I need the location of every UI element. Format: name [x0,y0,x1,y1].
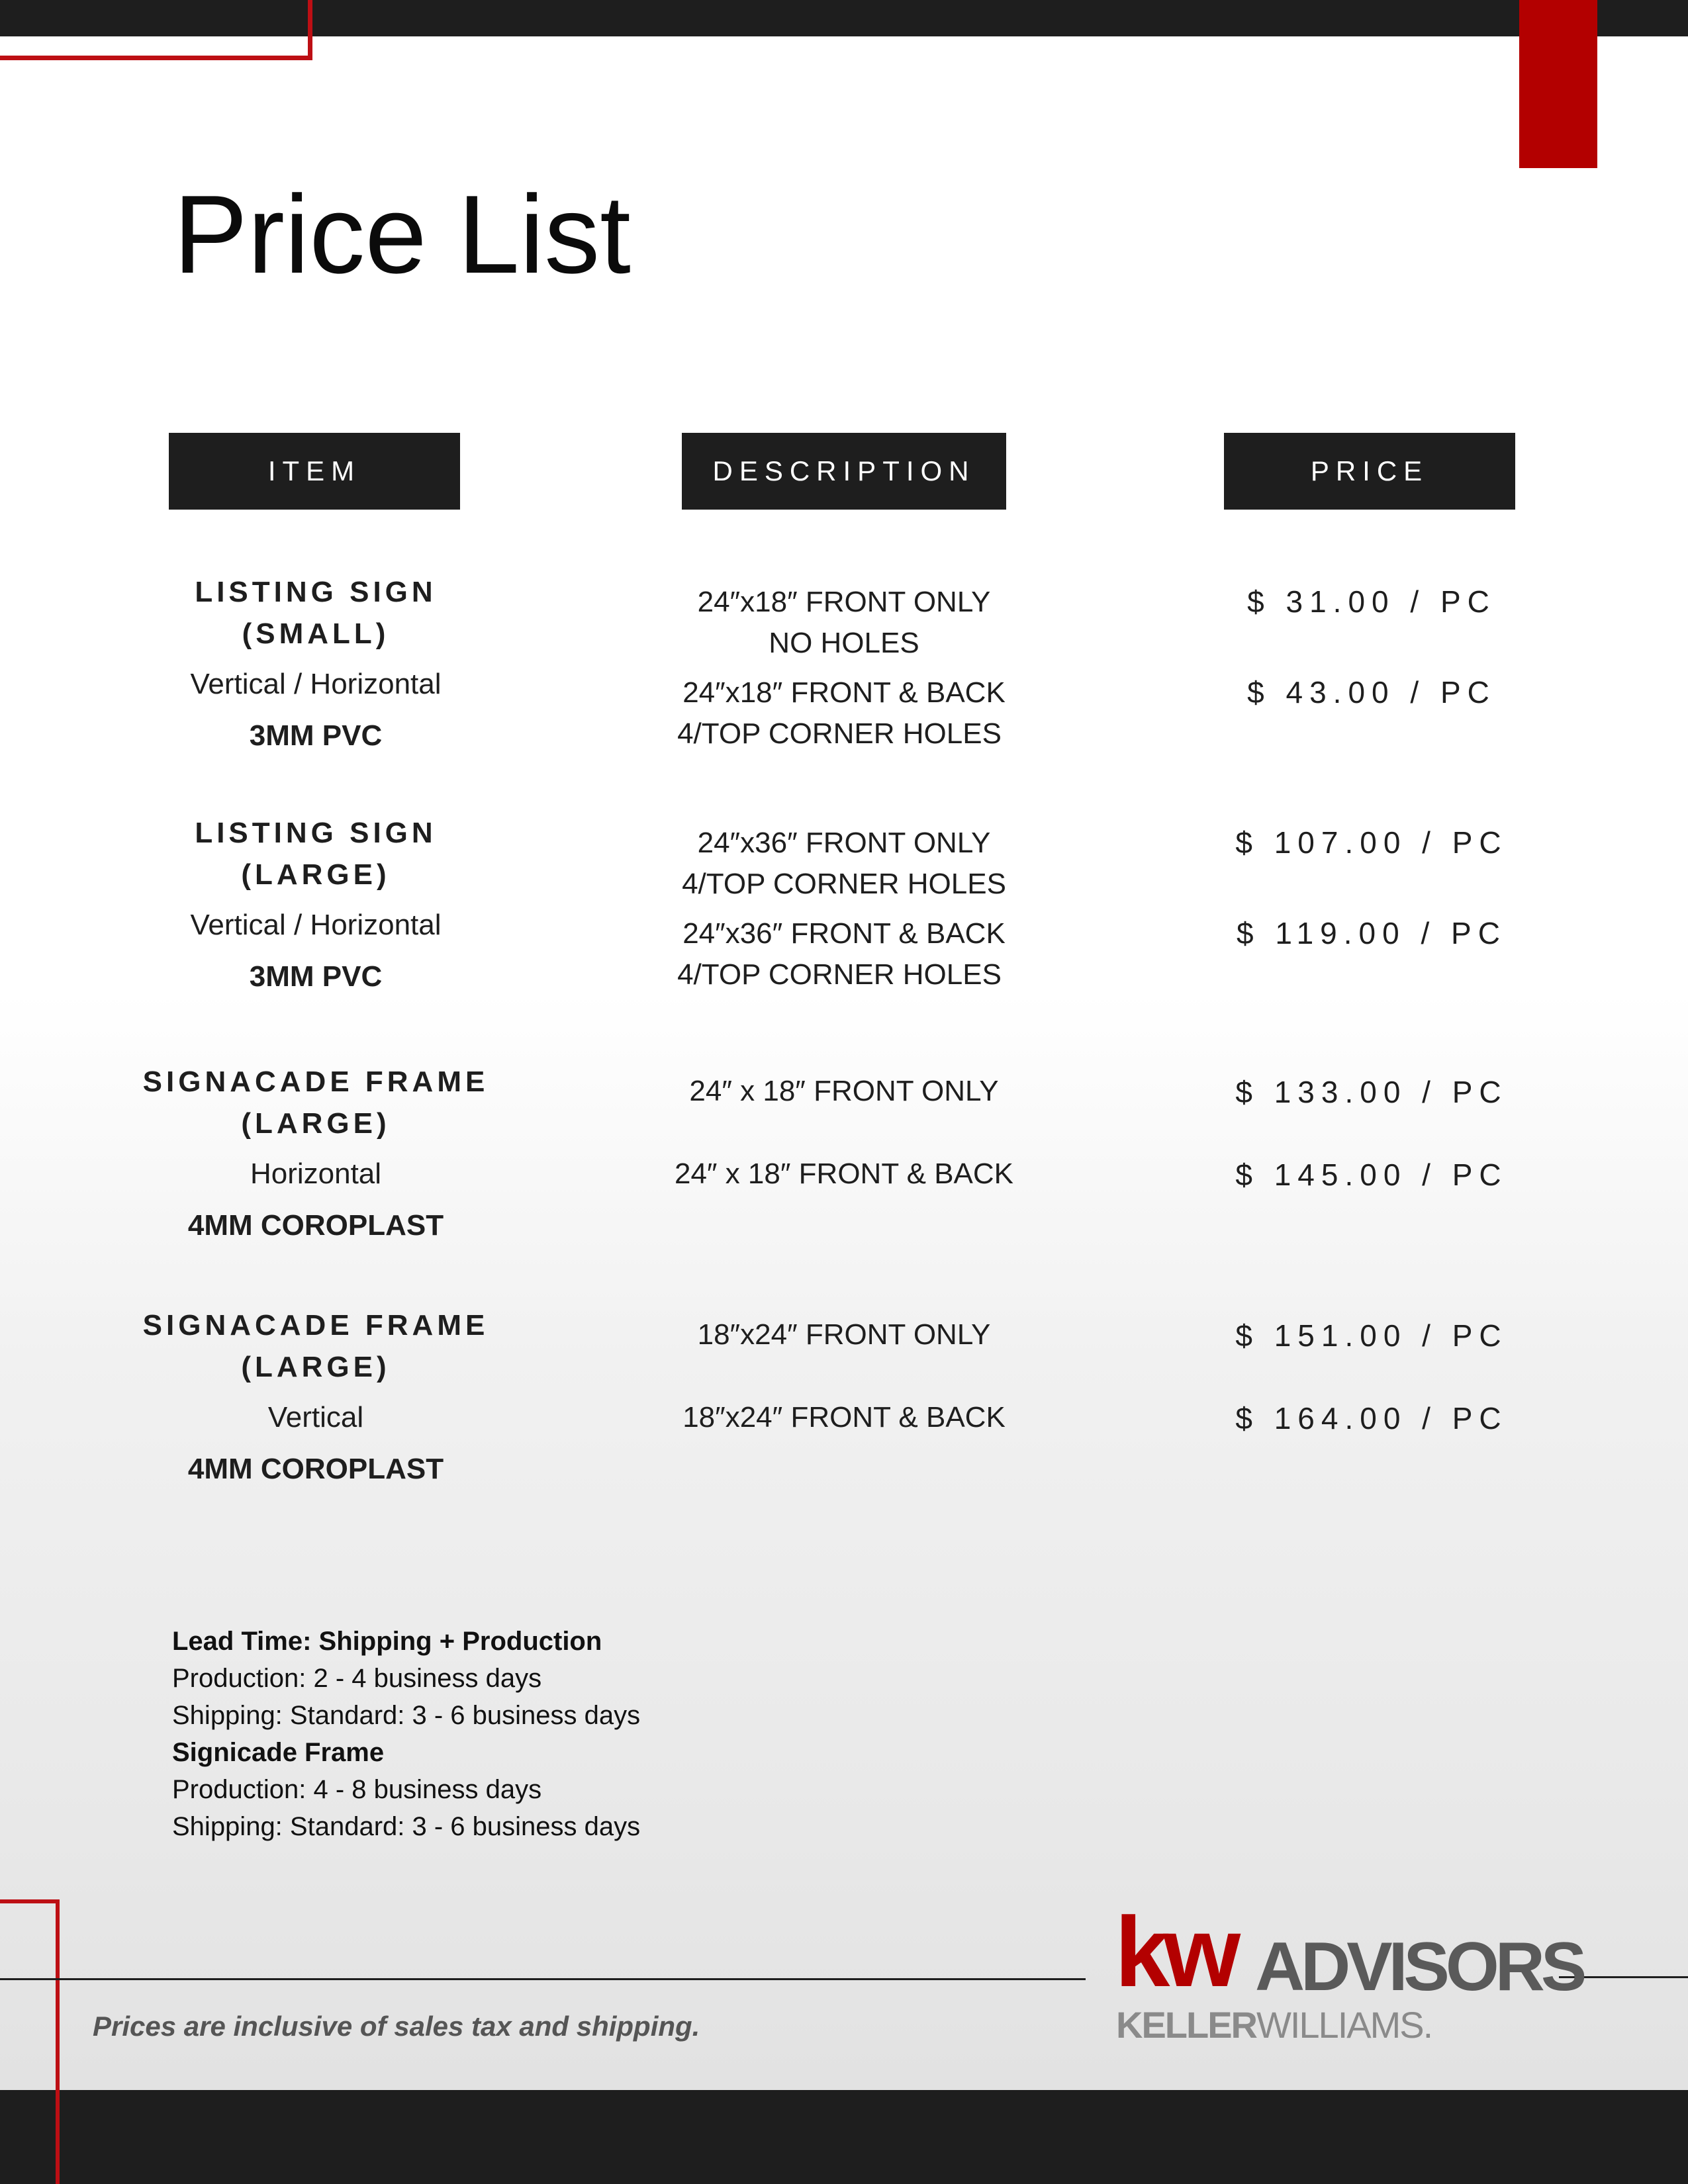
price-value: $ 31.00 / PC [1247,584,1496,619]
item-title: SIGNACADE FRAME [142,1066,489,1098]
lead-time-notes [172,1623,640,1845]
logo-advisors-text: ADVISORS [1255,1929,1583,2005]
description-line: 24″x36″ FRONT & BACK [682,917,1006,950]
top-left-red-rule [0,56,312,60]
description-line: 18″x24″ FRONT & BACK [682,1401,1006,1433]
pricing-disclaimer: Prices are inclusive of sales tax and shipping. [93,2011,700,2042]
description-line: 24″x18″ FRONT & BACK [682,676,1006,709]
description-line: 4/TOP CORNER HOLES [677,717,1002,750]
column-header-description: DESCRIPTION [682,433,1006,510]
item-material: 4MM COROPLAST [187,1209,444,1242]
item-title: SIGNACADE FRAME [142,1309,489,1342]
lead-time-shipping: Shipping: Standard: 3 - 6 business days [172,1701,641,1730]
bottom-left-red-rule [0,1899,60,1903]
price-value: $ 151.00 / PC [1235,1318,1508,1353]
logo-keller-williams-text [1116,2004,1432,2046]
price-value: $ 145.00 / PC [1235,1158,1508,1192]
description-line: 24″ x 18″ FRONT & BACK [674,1158,1014,1190]
item-material: 4MM COROPLAST [187,1453,444,1485]
item-title: LISTING SIGN [195,817,437,849]
description-line: 4/TOP CORNER HOLES [682,868,1006,900]
kw-advisors-logo [1115,1896,1583,2050]
item-subtitle: (LARGE) [241,1107,391,1140]
signicade-frame-production: Production: 4 - 8 business days [172,1775,542,1804]
logo-kw-mark: kw [1115,1896,1235,2007]
price-value: $ 107.00 / PC [1235,825,1508,860]
description-line: 18″x24″ FRONT ONLY [697,1318,991,1351]
description-line: 24″x18″ FRONT ONLY [697,586,991,618]
signicade-frame-heading: Signicade Frame [172,1738,385,1767]
top-dark-band [0,0,1688,36]
logo-williams: WILLIAMS [1256,2004,1423,2046]
item-subtitle: (SMALL) [242,617,390,650]
item-subtitle: (LARGE) [241,858,391,891]
price-value: $ 43.00 / PC [1247,675,1496,709]
description-line: 24″ x 18″ FRONT ONLY [689,1075,999,1107]
item-orientation: Vertical / Horizontal [190,909,442,941]
column-header-price: PRICE [1224,433,1515,510]
top-right-red-block [1519,0,1597,168]
item-title: LISTING SIGN [195,576,437,608]
item-orientation: Vertical / Horizontal [190,668,442,700]
description-line: 24″x36″ FRONT ONLY [697,827,991,859]
bottom-left-red-rule-vertical [56,1899,60,2184]
lead-time-heading: Lead Time: Shipping + Production [172,1627,602,1656]
logo-reg-mark: . [1423,2004,1432,2046]
signicade-frame-shipping: Shipping: Standard: 3 - 6 business days [172,1812,641,1841]
price-value: $ 119.00 / PC [1237,916,1507,950]
description-line: NO HOLES [769,627,919,659]
price-value: $ 133.00 / PC [1235,1075,1508,1109]
logo-keller: KELLER [1116,2004,1256,2046]
item-subtitle: (LARGE) [241,1351,391,1383]
item-orientation: Horizontal [250,1158,382,1190]
description-line: 4/TOP CORNER HOLES [677,958,1002,991]
top-left-red-rule-vertical [308,0,312,60]
page-title: Price List [173,172,631,296]
lead-time-production: Production: 2 - 4 business days [172,1664,542,1693]
price-value: $ 164.00 / PC [1235,1401,1508,1435]
footer-rule-left [0,1978,1086,1980]
column-header-item: ITEM [169,433,460,510]
item-material: 3MM PVC [249,719,383,752]
item-orientation: Vertical [267,1401,364,1433]
bottom-dark-band [0,2090,1688,2184]
item-material: 3MM PVC [249,960,383,993]
